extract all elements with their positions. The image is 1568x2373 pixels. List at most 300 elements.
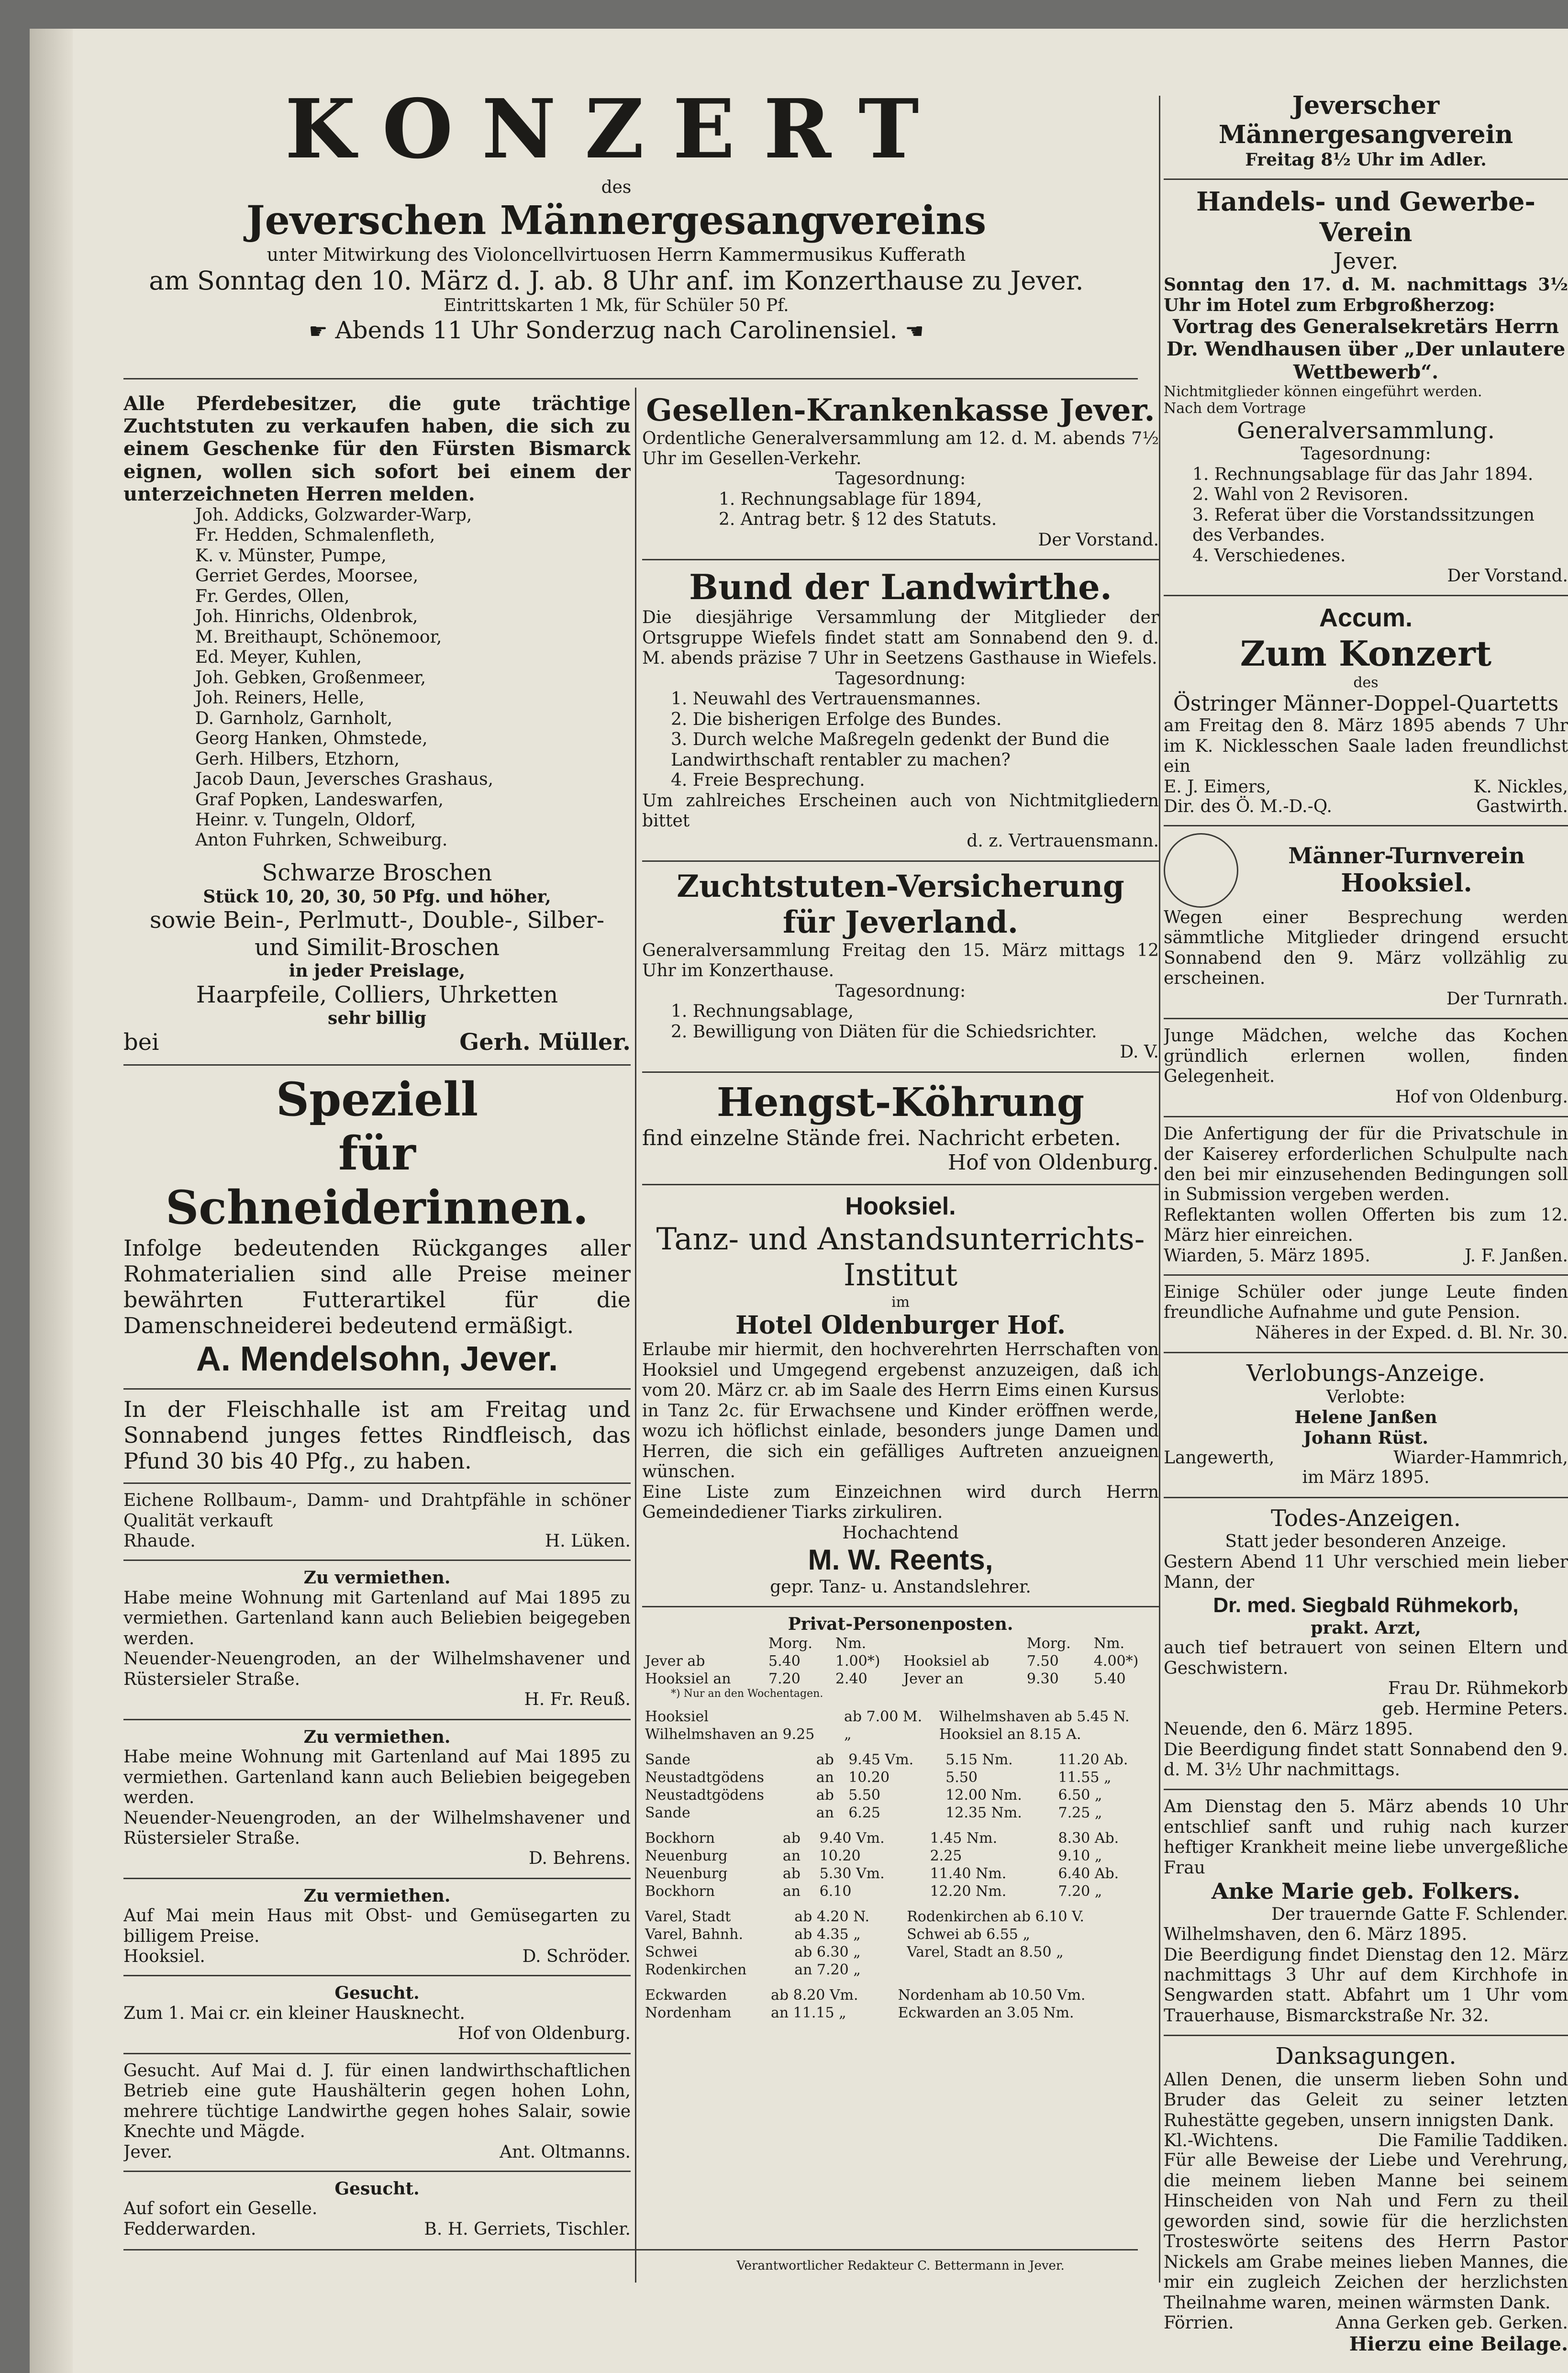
tanz-text: Erlaube mir hiermit, den hochverehrten Herrschaften von Hooksiel und Umgegend ergebenst anzuzeigen, daß ich vom 20. März cr. ab im Saale des Herrn Eims einen Kursus in Tanz 2c. für Erwachsene und Kinder eröffnen werde, wozu ich höflichst einlade, besonders junge Damen und Herren, die sich ein gefälliges Auftreten anzueignen wünschen. [642,1340,1159,1482]
vermiethen-signature: H. Fr. Reuß. [524,1690,631,1710]
mgv-text: Freitag 8½ Uhr im Adler. [1245,149,1487,170]
vermiethen-place: Hooksiel. [123,1947,205,1967]
hengst-signature: Hof von Oldenburg. [947,1150,1159,1175]
editor-line: Verantwortlicher Redakteur C. Bettermann in Jever. [736,2259,1065,2273]
todes-role: prakt. Arzt, [1311,1617,1421,1638]
pferde-name: D. Garnholz, Garnholt, [195,708,393,728]
table-row [642,1908,1159,1926]
maedchen-ad [1164,1026,1568,1107]
gesucht-ad-3 [123,2179,631,2239]
hgv-signature: Der Vorstand. [1447,566,1568,586]
divider [642,1071,1159,1073]
gesucht-ad-1 [123,1983,631,2044]
bund-item: 3. Durch welche Maßregeln gedenkt der Bund die Landwirthschaft rentabler zu machen? [671,730,1110,770]
table-row [642,2004,1159,2022]
column-3 [1164,91,1568,2364]
table-cell: 12.35 Nm. [945,1804,1022,1821]
post-table-5 [642,1908,1159,1979]
table-row [642,1847,1159,1865]
speziell-ad [123,1072,631,1380]
table-cell: Hooksiel an [645,1670,731,1687]
vermiethen-text: Auf Mai mein Haus mit Obst- und Gemüsegarten zu billigem Preise. [123,1906,631,1946]
hgv-item: 2. Wahl von 2 Revisoren. [1192,485,1409,505]
table-cell: Neuenburg [645,1865,728,1882]
divider [1164,1497,1568,1498]
table-cell: Eckwarden an 3.05 Nm. [898,2004,1074,2021]
table-cell: ab [816,1786,834,1804]
table-cell: Hooksiel an 8.15 A. [939,1726,1081,1743]
kk-item: 1. Rechnungsablage für 1894, [719,489,982,509]
pferde-name: K. v. Münster, Pumpe, [195,546,387,566]
dank-title: Danksagungen. [1275,2043,1457,2070]
hengst-title: Hengst-Köhrung [716,1079,1085,1125]
zucht-title: für Jeverland. [782,904,1019,941]
vermiethen-ad-3 [123,1886,631,1966]
table-cell: an [816,1769,834,1786]
table-cell: 5.15 Nm. [945,1751,1013,1768]
gesucht-text: Auf sofort ein Geselle. [123,2199,318,2219]
post-timetable [642,1614,1159,2021]
turn-signature: Der Turnrath. [1446,989,1568,1009]
schul-signature: J. F. Janßen. [1465,1246,1568,1266]
rule-col1 [635,388,636,2283]
verlobung-date: im März 1895. [1302,1468,1430,1488]
fleisch-text: In der Fleischhalle ist am Freitag und Sonnabend junges fettes Rindfleisch, das Pfund 30 bis 40 Pfg., zu haben. [123,1396,631,1474]
table-cell: ab [782,1865,801,1882]
pferde-name: Heinr. v. Tungeln, Oldorf, [195,810,416,830]
table-row [642,1652,1159,1670]
broschen-line: in jeder Preislage, [289,961,466,981]
table-cell: Wilhelmshaven ab 5.45 N. [939,1708,1130,1725]
verlobung-place-2: Wiarder-Hammrich, [1393,1448,1568,1468]
hgv-nach: Nach dem Vortrage [1164,400,1306,417]
pferde-name: Fr. Hedden, Schmalenfleth, [195,525,435,546]
table-cell: 12.00 Nm. [945,1786,1022,1804]
divider [1164,1274,1568,1276]
tanz-place: Hooksiel. [845,1192,956,1221]
mgv-ad [1164,91,1568,170]
accum-sig-1-role: Dir. des Ö. M.-D.-Q. [1164,796,1332,816]
verlobung-name-2: Johann Rüst. [1303,1427,1428,1448]
eichen-text: Eichene Rollbaum-, Damm- und Drahtpfähle in schöner Qualität verkauft [123,1491,631,1531]
table-cell: 2.40 [835,1670,867,1687]
hgv-ad [1164,187,1568,586]
table-cell: Morg. [768,1635,812,1652]
turn-ad [1164,833,1568,1009]
todes2-place: Wilhelmshaven, den 6. März 1895. [1164,1925,1468,1945]
tanz-ad [642,1192,1159,1597]
vermiethen-title: Zu vermiethen. [303,1727,451,1747]
vermiethen-place: Neuender-Neuengroden, an der Wilhelmshavener und Rüstersieler Straße. [123,1808,631,1848]
eichen-place: Rhaude. [123,1531,196,1551]
table-cell: Hooksiel [645,1708,709,1725]
dank1-text: Allen Denen, die unserm lieben Sohn und Bruder das Geleit zu seiner letzten Ruhestätte gegeben, unsern innigsten Dank. [1164,2070,1568,2130]
accum-place: Accum. [1319,603,1413,633]
divider [642,860,1159,862]
divider [1164,1352,1568,1353]
table-cell: ab [816,1751,834,1768]
table-cell: Jever ab [645,1652,705,1670]
pferde-text: Alle Pferdebesitzer, die gute trächtige Zuchtstuten zu verkaufen haben, die sich zu einem Geschenke für den Fürsten Bismarck eignen, wollen sich sofort bei einem der unterzeichneten Herren melden. [123,392,631,505]
todes-sub: Statt jeder besonderen Anzeige. [1225,1532,1507,1552]
column-2 [642,392,1159,2030]
table-cell: 11.20 Ab. [1058,1751,1128,1768]
speziell-title: für Schneiderinnen. [165,1126,589,1235]
accum-title: Zum Konzert [1240,633,1492,674]
zucht-signature: D. V. [1120,1042,1159,1062]
accum-group: Östringer Männer-Doppel-Quartetts [1173,691,1559,716]
accum-sig-1: E. J. Eimers, [1164,777,1271,797]
dank1-place: Kl.-Wichtens. [1164,2131,1279,2151]
table-cell: Rodenkirchen ab 6.10 V. [907,1908,1084,1925]
tanz-role: gepr. Tanz- u. Anstandslehrer. [770,1577,1031,1597]
table-row [642,1708,1159,1726]
zucht-agenda-title: Tagesordnung: [835,981,966,1001]
table-cell: ab [782,1829,801,1847]
post-table-3 [642,1751,1159,1822]
table-cell: Varel, Stadt an 8.50 „ [907,1943,1064,1961]
pferde-name: Joh. Reiners, Helle, [195,688,365,708]
table-cell: 6.25 [848,1804,881,1821]
bund-text: Die diesjährige Versammlung der Mitglieder der Ortsgruppe Wiefels findet statt am Sonnabend den 9. d. M. abends präzise 7 Uhr in Seetzens Gasthause in Wiefels. [642,608,1159,668]
table-cell: ab 4.35 „ [794,1926,861,1943]
schulpulte-ad [1164,1124,1568,1266]
divider [642,1606,1159,1607]
table-cell: 7.25 „ [1058,1804,1102,1821]
table-cell [642,1635,766,1652]
table-cell [904,1961,1159,1979]
accum-text: am Freitag den 8. März 1895 abends 7 Uhr im K. Nicklesschen Saale laden freundlichst ein [1164,716,1568,777]
pferde-name: Joh. Addicks, Golzwarder-Warp, [195,505,472,525]
gesucht-text: Gesucht. Auf Mai d. J. für einen landwirthschaftlichen Betrieb eine gute Haushälterin gegen hohen Lohn, mehrere tüchtige Landwirthe gegen hohes Salair, sowie Knechte und Mägde. [123,2061,631,2142]
table-cell: 11.55 „ [1058,1769,1112,1786]
pferde-name: Gerriet Gerdes, Moorsee, [195,566,419,586]
table-cell: Nordenham ab 10.50 Vm. [898,1986,1086,2004]
table-cell: Eckwarden [645,1986,727,2004]
post-table-2 [642,1708,1159,1743]
dank2-signature: Anna Gerken geb. Gerken. [1335,2313,1568,2333]
todes2-text: Am Dienstag den 5. März abends 10 Uhr entschlief sanft und ruhig nach kurzer heftiger Krankheit meine liebe unvergeßliche Frau [1164,1797,1568,1878]
table-cell: 9.40 Vm. [819,1829,885,1847]
divider [1164,825,1568,826]
table-row [642,1751,1159,1769]
zucht-ad [642,869,1159,1063]
vermiethen-signature: D. Behrens. [528,1849,631,1869]
konzert-title: KONZERT [285,81,948,177]
table-row [642,1670,1159,1688]
dank2-place: Förrien. [1164,2313,1234,2333]
kk-item: 2. Antrag betr. § 12 des Statuts. [719,510,997,530]
hgv-gv: Generalversammlung. [1237,417,1495,444]
broschen-line: Haarpfeile, Colliers, Uhrketten [196,981,558,1008]
pension-ad [1164,1282,1568,1343]
turn-title: Männer-Turnverein [1288,843,1525,869]
todes-text-2: auch tief betrauert von seinen Eltern und Geschwistern. [1164,1638,1568,1678]
divider [123,1560,631,1561]
todes-signature-2: geb. Hermine Peters. [1382,1699,1568,1719]
table-cell: an [782,1847,801,1864]
todes-ad [1164,1505,1568,1781]
pferde-name: Ed. Meyer, Kuhlen, [195,647,362,668]
page-spine [30,29,73,2373]
speziell-text: Infolge bedeutenden Rückganges aller Rohmaterialien sind alle Preise meiner bewährten Futterartikel für die Damenschneiderei bedeutend ermäßigt. [123,1235,631,1339]
pferde-name: Georg Hanken, Ohmstede, [195,729,428,749]
schul-text: Die Anfertigung der für die Privatschule in der Kaiserey erforderlichen Schulpulte nach den bei mir einzusehenden Bedingungen soll in Submission vergeben werden. [1164,1124,1568,1205]
table-row [642,1786,1159,1804]
footer-rule [123,2249,1138,2250]
turn-title: Hooksiel. [1341,869,1472,898]
todes-place: Neuende, den 6. März 1895. [1164,1719,1413,1739]
maedchen-text: Junge Mädchen, welche das Kochen gründlich erlernen wollen, finden Gelegenheit. [1164,1026,1568,1087]
konzert-society: Jeverschen Männergesangvereins [246,198,987,244]
divider [123,2171,631,2172]
gesucht-title: Gesucht. [334,2178,420,2199]
table-cell: 4.00*) [1093,1652,1139,1670]
kk-signature: Der Vorstand. [1038,530,1159,550]
table-row [642,1865,1159,1883]
broschen-line: sehr billig [328,1008,426,1029]
table-cell: Morg. [1026,1635,1071,1652]
mgv-title: Jeverscher Männergesangverein [1218,91,1513,150]
hgv-item: 4. Verschiedenes. [1192,546,1346,566]
hand-left-icon: ☚ [905,319,924,344]
eichen-signature: H. Lüken. [545,1531,631,1551]
vermiethen-text: Habe meine Wohnung mit Gartenland auf Mai 1895 zu vermiethen. Gartenland kann auch Beliebien beigegeben werden. [123,1588,631,1649]
table-cell: Bockhorn [645,1883,715,1900]
vermiethen-ad-2 [123,1727,631,1869]
divider [123,1878,631,1879]
accum-des: des [1353,674,1379,691]
table-cell: Nm. [1093,1635,1125,1652]
hand-right-icon: ☛ [309,319,328,344]
todes-name: Dr. med. Siegbald Rühmekorb, [1213,1593,1519,1617]
zucht-title: Zuchtstuten-Versicherung [677,868,1124,904]
rule-col2 [1159,96,1160,2283]
table-cell: 11.40 Nm. [930,1865,1007,1882]
dank2-text: Für alle Beweise der Liebe und Verehrung, die meinem lieben Manne bei seinem Hinscheiden von Nah und Fern zu theil geworden sind, sowie für die herzlichsten Trosteswörte seitens des Herrn Pastor Nickels am Grabe meines lieben Mannes, die mir ein zugleich Zeichen der herzlichsten Theilnahme waren, meinen wärmsten Dank. [1164,2150,1568,2313]
konzert-date: am Sonntag den 10. März d. J. ab. 8 Uhr anf. im Konzerthause zu Jever. [149,265,1084,296]
divider [1164,2035,1568,2036]
verlobung-title: Verlobungs-Anzeige. [1246,1360,1485,1387]
accum-sig-2-role: Gastwirth. [1476,796,1568,816]
tanz-name: M. W. Reents, [808,1544,993,1576]
bund-ad [642,567,1159,852]
bund-title: Bund der Landwirthe. [689,567,1112,608]
tanz-title: Institut [843,1258,958,1293]
broschen-bei: bei [123,1028,159,1056]
pferde-ad [123,392,631,851]
pferde-name: Gerh. Hilbers, Etzhorn, [195,749,400,769]
konzert-des: des [601,177,632,197]
pension-signature: Näheres in der Exped. d. Bl. Nr. 30. [1255,1323,1568,1343]
post-title: Privat-Personenposten. [788,1614,1013,1635]
pferde-name: Joh. Gebken, Großenmeer, [195,668,426,688]
vermiethen-text: Habe meine Wohnung mit Gartenland auf Mai 1895 zu vermiethen. Gartenland kann auch Beliebien beigegeben werden. [123,1747,631,1808]
tanz-title: Tanz- und Anstandsunterrichts- [656,1221,1145,1257]
bund-item: 2. Die bisherigen Erfolge des Bundes. [671,709,1002,729]
divider [1164,178,1568,180]
kk-agenda-title: Tagesordnung: [835,469,966,489]
tanz-hochachtend: Hochachtend [842,1523,959,1543]
table-cell: Neustadtgödens [645,1786,764,1804]
divider [123,1064,631,1066]
hgv-item: 3. Referat über die Vorstandssitzungen des Verbandes. [1192,505,1535,546]
table-cell: Neuenburg [645,1847,728,1864]
table-cell: Schwei [645,1943,698,1961]
gesucht-place: Fedderwarden. [123,2219,256,2239]
bund-item: 4. Freie Besprechung. [671,770,865,791]
broschen-line: und Similit-Broschen [255,934,500,961]
table-cell: 7.20 [768,1670,801,1687]
table-cell: 5.40 [1093,1670,1126,1687]
table-cell: 1.00*) [835,1652,880,1670]
newspaper-page [30,29,1568,2373]
turnverein-emblem-icon [1164,833,1238,908]
table-cell: 9.45 Vm. [848,1751,914,1768]
table-cell: ab 4.20 N. [794,1908,870,1925]
table-cell: 12.20 Nm. [930,1883,1007,1900]
table-cell: 10.20 [819,1847,861,1864]
table-cell: 6.40 Ab. [1058,1865,1119,1882]
table-cell: Neustadtgödens [645,1769,764,1786]
table-cell: 9.30 [1026,1670,1059,1687]
divider [1164,1116,1568,1117]
divider [123,1719,631,1720]
table-cell: „ [844,1726,852,1743]
table-cell: Bockhorn [645,1829,715,1847]
todes2-name: Anke Marie geb. Folkers. [1211,1878,1521,1905]
kk-title: Gesellen-Krankenkasse Jever. [646,392,1155,428]
accum-ad [1164,603,1568,816]
divider [123,1388,631,1390]
hgv-note: Nichtmitglieder können eingeführt werden. [1164,383,1482,400]
pferde-name: Jacob Daun, Jeversches Grashaus, [195,769,494,790]
tanz-text-2: Eine Liste zum Einzeichnen wird durch Herrn Gemeindediener Tiarks zirkuliren. [642,1482,1159,1523]
gesucht-title: Gesucht. [334,1983,420,2004]
table-row [642,1961,1159,1979]
table-row [642,1883,1159,1900]
table-cell: an [816,1804,834,1821]
accum-sig-2: K. Nickles, [1473,777,1568,797]
maedchen-signature: Hof von Oldenburg. [1395,1087,1568,1107]
table-cell: 7.20 „ [1058,1883,1102,1900]
table-row [642,1769,1159,1786]
pferde-name: Fr. Gerdes, Ollen, [195,586,350,606]
gesucht-signature: Hof von Oldenburg. [458,2024,631,2044]
bund-foot: Um zahlreiches Erscheinen auch von Nichtmitgliedern bittet [642,791,1159,831]
table-cell: 10.20 [848,1769,890,1786]
gesucht-place: Jever. [123,2142,173,2162]
table-cell: Wilhelmshaven an 9.25 [645,1726,815,1743]
speziell-signature: A. Mendelsohn, Jever. [196,1339,558,1378]
konzert-tickets: Eintrittskarten 1 Mk, für Schüler 50 Pf. [444,296,789,316]
table-cell: ab 7.00 M. [844,1708,923,1725]
table-cell: an [782,1883,801,1900]
table-cell: 5.40 [768,1652,801,1670]
vermiethen-place: Neuender-Neuengroden, an der Wilhelmshavener und Rüstersieler Straße. [123,1649,631,1689]
table-cell: Nm. [835,1635,867,1652]
todes2-signature: Der trauernde Gatte F. Schlender. [1271,1904,1568,1924]
table-row [642,1726,1159,1743]
table-cell: Sande [645,1751,690,1768]
table-cell: an 7.20 „ [794,1961,861,1978]
post-table-1 [642,1635,1159,1688]
pferde-name: M. Breithaupt, Schönemoor, [195,627,442,647]
zucht-item: 2. Bewilligung von Diäten für die Schiedsrichter. [671,1022,1097,1042]
post-table-6 [642,1986,1159,2022]
broschen-signature: Gerh. Müller. [459,1028,631,1056]
table-cell: 9.10 „ [1058,1847,1102,1864]
table-cell: Varel, Stadt [645,1908,731,1925]
table-cell: an 11.15 „ [770,2004,846,2021]
hgv-text: Sonntag den 17. d. M. nachmittags 3½ Uhr im Hotel zum Erbgroßherzog: [1164,275,1568,315]
bund-signature: d. z. Vertrauensmann. [967,831,1159,851]
zucht-text: Generalversammlung Freitag den 15. März mittags 12 Uhr im Konzerthause. [642,940,1159,981]
pension-text: Einige Schüler oder junge Leute finden freundliche Aufnahme und gute Pension. [1164,1282,1568,1323]
tanz-im: im [891,1293,910,1311]
divider [123,2053,631,2054]
todes-title: Todes-Anzeigen. [1270,1504,1461,1532]
todes2-text-2: Die Beerdigung findet Dienstag den 12. März nachmittags 3 Uhr auf dem Kirchhofe in Sengwarden statt. Abfahrt um 1 Uhr vom Trauerhause, Bismarckstraße Nr. 32. [1164,1945,1568,2026]
divider [1164,1789,1568,1790]
table-cell: Jever an [903,1670,964,1687]
table-cell: 5.50 [945,1769,978,1786]
schul-text-2: Reflektanten wollen Offerten bis zum 12. März hier einreichen. [1164,1205,1568,1246]
divider [642,1184,1159,1185]
gesucht-signature: Ant. Oltmanns. [500,2142,631,2162]
verlobung-place-1: Langewerth, [1164,1448,1275,1468]
gesucht-signature: B. H. Gerriets, Tischler. [424,2219,631,2239]
todes-text-3: Die Beerdigung findet statt Sonnabend den 9. d. M. 3½ Uhr nachmittags. [1164,1739,1568,1780]
table-cell: Hooksiel ab [903,1652,990,1670]
gesucht-text: Zum 1. Mai cr. ein kleiner Hausknecht. [123,2003,465,2023]
broschen-line: sowie Bein-, Perlmutt-, Double-, Silber- [149,907,605,934]
hgv-title: Handels- und Gewerbe-Verein [1196,186,1535,247]
table-row [642,1804,1159,1822]
table-cell: Rodenkirchen [645,1961,747,1978]
table-cell: 7.50 [1026,1652,1059,1670]
table-cell: 1.45 Nm. [930,1829,998,1847]
table-cell: 5.50 [848,1786,881,1804]
table-cell [901,1635,1024,1652]
kk-text: Ordentliche Generalversammlung am 12. d. M. abends 7½ Uhr im Gesellen-Verkehr. [642,428,1159,468]
column-1 [123,392,631,2248]
tanz-hotel: Hotel Oldenburger Hof. [735,1311,1066,1340]
beilage-note: Hierzu eine Beilage. [1349,2333,1568,2356]
post-note: *) Nur an den Wochentagen. [671,1687,823,1700]
pferde-name: Anton Fuhrken, Schweiburg. [195,830,448,850]
table-row [642,1986,1159,2004]
table-cell: Schwei ab 6.55 „ [907,1926,1030,1943]
table-cell: 6.50 „ [1058,1786,1102,1804]
hgv-item: 1. Rechnungsablage für das Jahr 1894. [1192,464,1534,484]
todes-ad-2 [1164,1797,1568,2026]
divider [123,1482,631,1484]
gesucht-ad-2 [123,2061,631,2162]
table-cell: 8.30 Ab. [1058,1829,1119,1847]
table-cell: 2.25 [930,1847,962,1864]
table-row [642,1635,1159,1652]
verlobung-sub: Verlobte: [1326,1387,1406,1407]
dank1-signature: Die Familie Taddiken. [1378,2131,1568,2151]
zucht-item: 1. Rechnungsablage, [671,1002,854,1022]
table-cell: ab 8.20 Vm. [770,1986,858,2004]
divider [642,559,1159,560]
header-rule [123,378,1138,379]
hgv-place: Jever. [1333,247,1399,275]
divider [123,1975,631,1976]
table-row [642,1829,1159,1847]
